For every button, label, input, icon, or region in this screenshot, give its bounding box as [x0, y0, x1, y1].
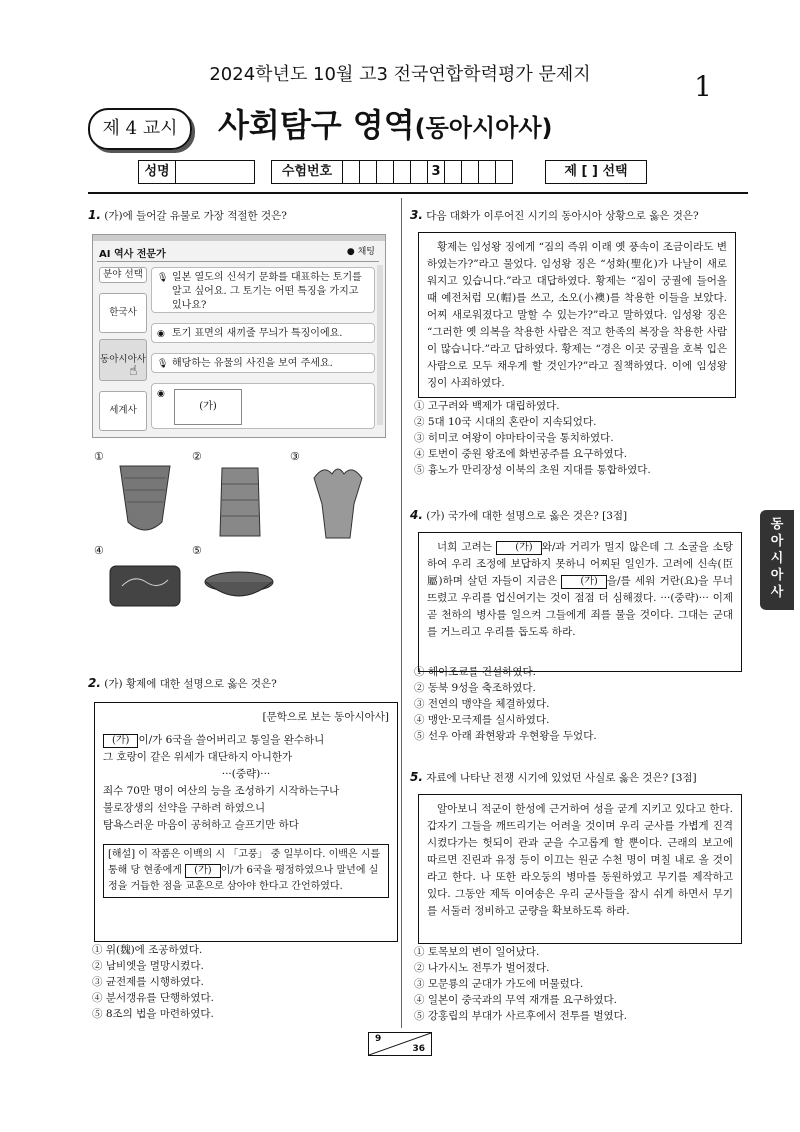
- bowl-image[interactable]: [202, 566, 276, 606]
- microphone-icon: 🎙: [157, 359, 169, 369]
- q2-poem: [103, 732, 389, 834]
- q2-poem-line: 죄수 70만 명이 여산의 능을 조성하기 시작하는구나: [103, 785, 340, 797]
- tab-world-history[interactable]: 세계사: [99, 391, 147, 431]
- q2-blank: (가): [185, 864, 220, 878]
- q5-choice-3[interactable]: ③ 모문룡의 군대가 가도에 머물렀다.: [414, 978, 584, 990]
- q4-choice-2[interactable]: ② 동북 9성을 축조하였다.: [414, 682, 536, 694]
- field-select-button[interactable]: 분야 선택: [99, 267, 147, 283]
- exam-no-box[interactable]: [343, 160, 360, 184]
- subject-main: 사회탐구 영역: [218, 106, 415, 144]
- user-message-2-text: 해당하는 유물의 사진을 보여 주세요.: [172, 358, 333, 369]
- q1-choices-images: [92, 450, 392, 610]
- choice-mark: ④: [94, 544, 104, 557]
- q4-passage-box: [418, 532, 742, 672]
- q2-note-box: [103, 844, 389, 898]
- page-number: 1: [694, 70, 712, 103]
- relief-vessel-image[interactable]: [106, 560, 184, 612]
- jomon-pottery-image[interactable]: [116, 462, 174, 540]
- q4-passage-text: 너희 고려는: [437, 541, 492, 553]
- ai-message-1-text: 토기 표면의 새끼줄 무늬가 특징이에요.: [172, 328, 343, 339]
- q2-choices: [92, 942, 392, 1022]
- footer-total-pages: 36: [412, 1044, 425, 1054]
- chat-bubble-icon: ●: [346, 247, 355, 257]
- exam-no-box[interactable]: [462, 160, 479, 184]
- choice-mark: ②: [192, 450, 202, 463]
- q4-passage-text: 와/과 거리가 멀지 않은데 그 소굴을 소탕하여 우리 조정에 보답하지 못하니 어찌된 일인가. 고려에 신속(臣屬)하며 살던 자들이 지금은: [427, 541, 733, 587]
- q2-poem-line: 불로장생의 선약을 구하려 하였으니: [103, 802, 266, 814]
- q3-choice-5[interactable]: ⑤ 흉노가 만리장성 이북의 초원 지대를 통합하였다.: [414, 464, 651, 476]
- q2-blank: (가): [103, 734, 138, 748]
- exam-no-label: 수험번호: [271, 160, 343, 184]
- q4-choice-4[interactable]: ④ 맹안·모극제를 실시하였다.: [414, 714, 550, 726]
- q5-choice-5[interactable]: ⑤ 강홍립의 부대가 사르후에서 전투를 벌였다.: [414, 1010, 628, 1022]
- q2-note-text: [해설] 이 작품은 이백의 시 「고풍」 중 일부이다. 이백은 시를 통해 당 현종에게: [108, 849, 381, 876]
- q4-choice-3[interactable]: ③ 전연의 맹약을 체결하였다.: [414, 698, 550, 710]
- q2-source: [문학으로 보는 동아시아사]: [262, 711, 389, 723]
- chat-top-bar: [93, 235, 385, 241]
- q5-text: 자료에 나타난 전쟁 시기에 있었던 사실로 옳은 것은? [3점]: [426, 772, 697, 784]
- q3-passage-box: 황제는 임성왕 징에게 “짐의 즉위 이래 옛 풍속이 조금이라도 변하였는가?”라고 물었다. 임성왕 징은 “성화(聖化)가 나날이 새로워지고 있습니다.”라고 대답하였다. 황제는 “짐이 궁궐에 들어올 때 예전처럼 모(帽)를 쓰고, 소오(小襖)를 착용한 이들을 보았다. 어찌 새로워졌다고 말할 수 있는가?”라고 말하였다. 임성왕 징은 “그러한 옛 의복을 착용한 사람은 적고 한족의 복장을 착용한 사람이 많습니다.”라고 답하였다. 황제는 “경은 이곳 궁궐을 호복 입은 사람으로 모두 채우게 할 것인가?”라고 질책하였다. 이에 임성왕 징이 사죄하였다.: [418, 232, 736, 398]
- exam-no-digit: 3: [428, 160, 445, 184]
- chat-scrollbar[interactable]: [377, 265, 383, 425]
- user-message-1-text: 일본 열도의 신석기 문화를 대표하는 토기를 알고 싶어요. 그 토기는 어떤 특징을 가지고 있나요?: [172, 272, 362, 311]
- q2-passage-box: [94, 702, 398, 942]
- q2-choice-2[interactable]: ② 남비엣을 멸망시켰다.: [92, 960, 204, 972]
- q3-number: 3.: [410, 208, 423, 222]
- choice-label: 제 [ ] 선택: [545, 160, 647, 184]
- q4-choice-5[interactable]: ⑤ 선우 아래 좌현왕과 우현왕을 두었다.: [414, 730, 597, 742]
- q4-number: 4.: [410, 508, 423, 522]
- subject-side-tab: 동 아 시 아 사: [760, 510, 794, 610]
- q5-stem: [410, 770, 740, 785]
- q2-stem: [88, 676, 398, 691]
- header-divider: [88, 192, 748, 194]
- choice-mark: ③: [290, 450, 300, 463]
- candidate-info-row: [138, 160, 660, 184]
- q2-poem-line: 그 호랑이 같은 위세가 대단하지 아니한가: [103, 751, 293, 763]
- q2-choice-4[interactable]: ④ 분서갱유를 단행하였다.: [92, 992, 214, 1004]
- exam-no-box[interactable]: [445, 160, 462, 184]
- q2-choice-5[interactable]: ⑤ 8조의 법을 마련하였다.: [92, 1008, 214, 1020]
- q4-choices: [414, 664, 744, 744]
- exam-header: 2024학년도 10월 고3 전국연합학력평가 문제지: [209, 64, 591, 85]
- cylindrical-pottery-image[interactable]: [216, 464, 264, 540]
- exam-no-box[interactable]: [411, 160, 428, 184]
- q4-text: (가) 국가에 대한 설명으로 옳은 것은? [3점]: [426, 510, 628, 522]
- footer-current-page: 9: [375, 1034, 382, 1044]
- q2-note-text: 이/가 6국을 평정하였으나 말년에 실정을 거듭한 점을 교훈으로 삼아야 한다고 간언하였다.: [108, 865, 379, 892]
- q3-choice-1[interactable]: ① 고구려와 백제가 대립하였다.: [414, 400, 560, 412]
- chat-divider: [97, 261, 379, 262]
- choice-mark: ⑤: [192, 544, 202, 557]
- exam-no-box[interactable]: [360, 160, 377, 184]
- chat-button-label: 채팅: [357, 247, 375, 257]
- user-message-2: [151, 353, 375, 373]
- q2-text: (가) 황제에 대한 설명으로 옳은 것은?: [104, 678, 277, 690]
- session-label: 제 4 교시: [88, 108, 192, 150]
- q2-poem-line1: [103, 732, 389, 749]
- q1-text: (가)에 들어갈 유물로 가장 적절한 것은?: [104, 210, 287, 222]
- q2-choice-3[interactable]: ③ 균전제를 시행하였다.: [92, 976, 204, 988]
- tab-east-asian-history[interactable]: 동아시아사: [99, 339, 147, 381]
- q3-text: 다음 대화가 이루어진 시기의 동아시아 상황으로 옳은 것은?: [426, 210, 699, 222]
- choice-mark: ①: [94, 450, 104, 463]
- q1-stem: [88, 208, 398, 223]
- q2-number: 2.: [88, 676, 101, 690]
- q1-number: 1.: [88, 208, 101, 222]
- q2-choice-1[interactable]: ① 위(魏)에 조공하였다.: [92, 944, 203, 956]
- q5-choices: [414, 944, 744, 1024]
- q3-choices: [414, 398, 744, 478]
- ai-message-2: [151, 383, 375, 429]
- q4-blank: (가): [496, 541, 541, 555]
- page-footer: [368, 1032, 432, 1056]
- q5-choice-2[interactable]: ② 나가시노 전투가 벌어졌다.: [414, 962, 550, 974]
- microphone-icon: 🎙: [157, 273, 169, 283]
- ai-icon: ◉: [157, 329, 165, 339]
- q2-poem-line: ···(중략)···: [221, 768, 271, 780]
- q4-blank: (가): [561, 575, 606, 589]
- flame-pottery-image[interactable]: [310, 464, 366, 542]
- q3-choice-4[interactable]: ④ 토번이 중원 왕조에 화번공주를 요구하였다.: [414, 448, 628, 460]
- subject-sub: (동아시아사): [414, 114, 553, 142]
- exam-no-box[interactable]: [377, 160, 394, 184]
- ai-message-1: [151, 323, 375, 343]
- q2-poem-text: 이/가 6국을 쓸어버리고 통일을 완수하니: [138, 734, 325, 746]
- column-divider: [401, 198, 402, 1028]
- q3-choice-3[interactable]: ③ 히미코 여왕이 야마타이국을 통치하였다.: [414, 432, 614, 444]
- q5-choice-1[interactable]: ① 토목보의 변이 일어났다.: [414, 946, 540, 958]
- ai-chat-widget: [92, 234, 386, 438]
- exam-no-box[interactable]: [479, 160, 496, 184]
- chat-title: AI 역사 전문가: [99, 249, 166, 260]
- q3-choice-2[interactable]: ② 5대 10국 시대의 혼란이 지속되었다.: [414, 416, 597, 428]
- q5-passage-box: 알아보니 적군이 한성에 근거하여 성을 굳게 지키고 있다고 한다. 갑자기 그들을 깨뜨리기는 어려울 것이며 우리 군사를 가볍게 진격시켰다가는 헛되이 관과 군을 수고롭게 할 뿐이다. 근래의 보고에 따르면 진린과 유정 등이 이끄는 원군 수천 명이 며칠 내로 올 것이라고 한다. 나 또한 라오둥의 병마를 동원하였고 무기를 제작하고 있다. 그동안 제독 이여송은 우리 군사들을 잠시 쉬게 하면서 무기를 서둘러 정비하고 군량을 확보하도록 하라.: [418, 794, 742, 944]
- q4-stem: [410, 508, 740, 523]
- q5-number: 5.: [410, 770, 423, 784]
- q4-passage-text: 을/를 세워 거란(요)을 무너뜨렸고 우리를 업신여기는 것이 점점 더 심해졌다. ···(중략)··· 이제 곧 천하의 병사를 일으켜 그들에게 죄를 물을 것이다. 그대는 군대를 거느리고 우리를 돕도록 하라.: [427, 575, 733, 638]
- name-field[interactable]: [176, 160, 255, 184]
- q2-poem-line: 탐욕스러운 마음이 공허하고 슬프기만 하다: [103, 819, 299, 831]
- image-placeholder: (가): [174, 389, 242, 425]
- name-label: 성명: [138, 160, 176, 184]
- q5-choice-4[interactable]: ④ 일본이 중국과의 무역 재개를 요구하였다.: [414, 994, 617, 1006]
- ai-icon: ◉: [157, 389, 165, 399]
- tab-korean-history[interactable]: 한국사: [99, 293, 147, 333]
- exam-no-box[interactable]: [394, 160, 411, 184]
- q4-choice-1[interactable]: ① 헤이조쿄를 건설하였다.: [414, 666, 536, 678]
- user-message-1: [151, 267, 375, 313]
- pointer-hand-icon: ☝: [129, 363, 138, 379]
- chat-button[interactable]: [347, 244, 375, 257]
- subject-title: [218, 100, 552, 146]
- q3-stem: [410, 208, 740, 223]
- exam-no-box[interactable]: [496, 160, 513, 184]
